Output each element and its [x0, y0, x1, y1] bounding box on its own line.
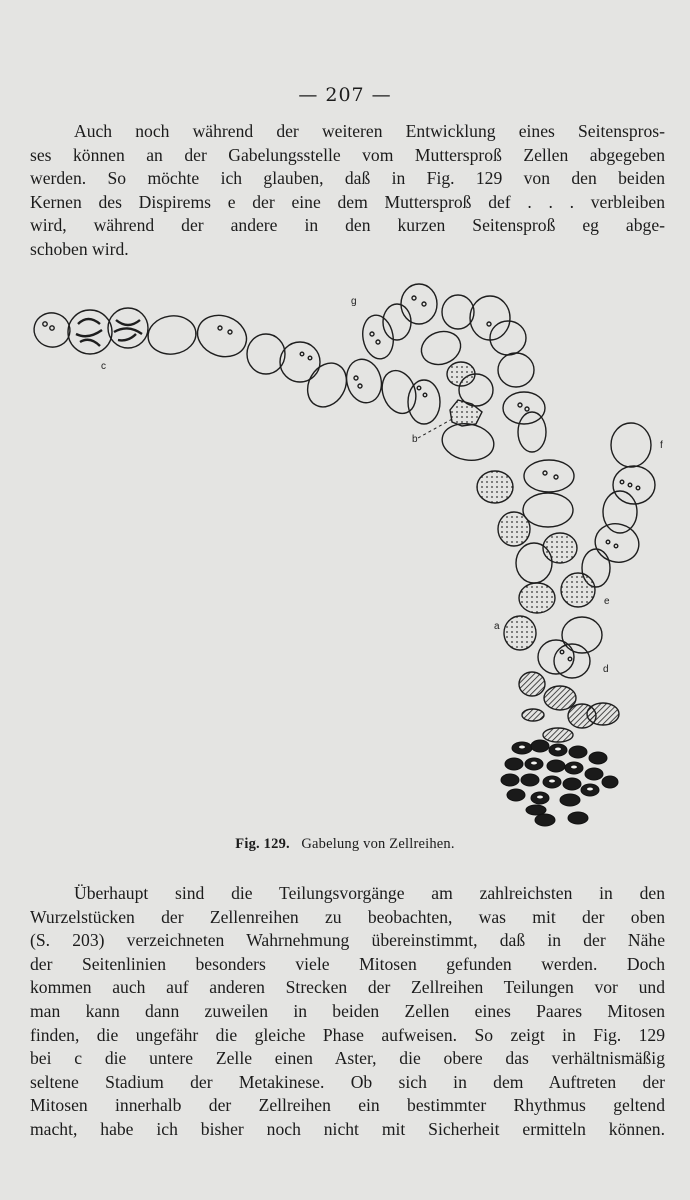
text-line: (S. 203) verzeichneten Wahrnehmung übereinstimmt, daß in der Nähe [30, 930, 665, 951]
paragraph-1 [30, 120, 665, 262]
label-b: b [412, 434, 418, 445]
text-line: werden. So möchte ich glauben, daß in Fig. 129 von den beiden [30, 168, 665, 189]
label-f: f [660, 440, 663, 451]
text-line: Überhaupt sind die Teilungsvorgänge am zahlreichsten in den [74, 883, 665, 903]
caption-number: Fig. 129. [235, 836, 290, 852]
page-number: — 207 — [298, 84, 392, 106]
text-line: man kann dann zuweilen in beiden Zellen eines Paares Mitosen [30, 1000, 665, 1021]
figure-caption [0, 836, 690, 853]
label-a: a [494, 621, 500, 632]
text-line: Wurzelstücken der Zellenreihen zu beobachten, was mit der oben [30, 906, 665, 927]
text-line: kommen auch auf anderen Strecken der Zellreihen Teilungen vor und [30, 977, 665, 998]
label-e: e [604, 596, 610, 607]
text-line: bei c die untere Zelle einen Aster, die obere das verhältnismäßig [30, 1048, 665, 1069]
text-line: ses können an der Gabelungsstelle vom Muttersproß Zellen abgegeben [30, 144, 665, 165]
text-line: Kernen des Dispirems e der eine dem Muttersproß def . . . verbleiben [30, 191, 665, 212]
paragraph-2 [30, 882, 665, 1142]
text-line: seltene Stadium der Metakinese. Ob sich in dem Auftreten der [30, 1071, 665, 1092]
caption-text: Gabelung von Zellreihen. [301, 836, 455, 852]
text-line: finden, die ungefähr die gleiche Phase aufweisen. So zeigt in Fig. 129 [30, 1024, 665, 1045]
text-line: Mitosen innerhalb der Zellreihen ein bestimmter Rhythmus geltend [30, 1095, 665, 1116]
text-line: macht, habe ich bisher noch nicht mit Sicherheit ermitteln können. [30, 1118, 665, 1139]
text-line: Auch noch während der weiteren Entwicklung eines Seitenspros- [74, 121, 665, 141]
label-d: d [603, 664, 609, 675]
text-line: wird, während der andere in den kurzen Seitensproß eg abge- [30, 215, 665, 236]
text-line: schoben wird. [30, 238, 129, 259]
text-line: der Seitenlinien besonders viele Mitosen gefunden werden. Doch [30, 953, 665, 974]
figure-129 [0, 280, 690, 840]
label-g: g [351, 296, 357, 307]
label-c: c [101, 361, 106, 372]
figure-drawing [0, 280, 690, 840]
